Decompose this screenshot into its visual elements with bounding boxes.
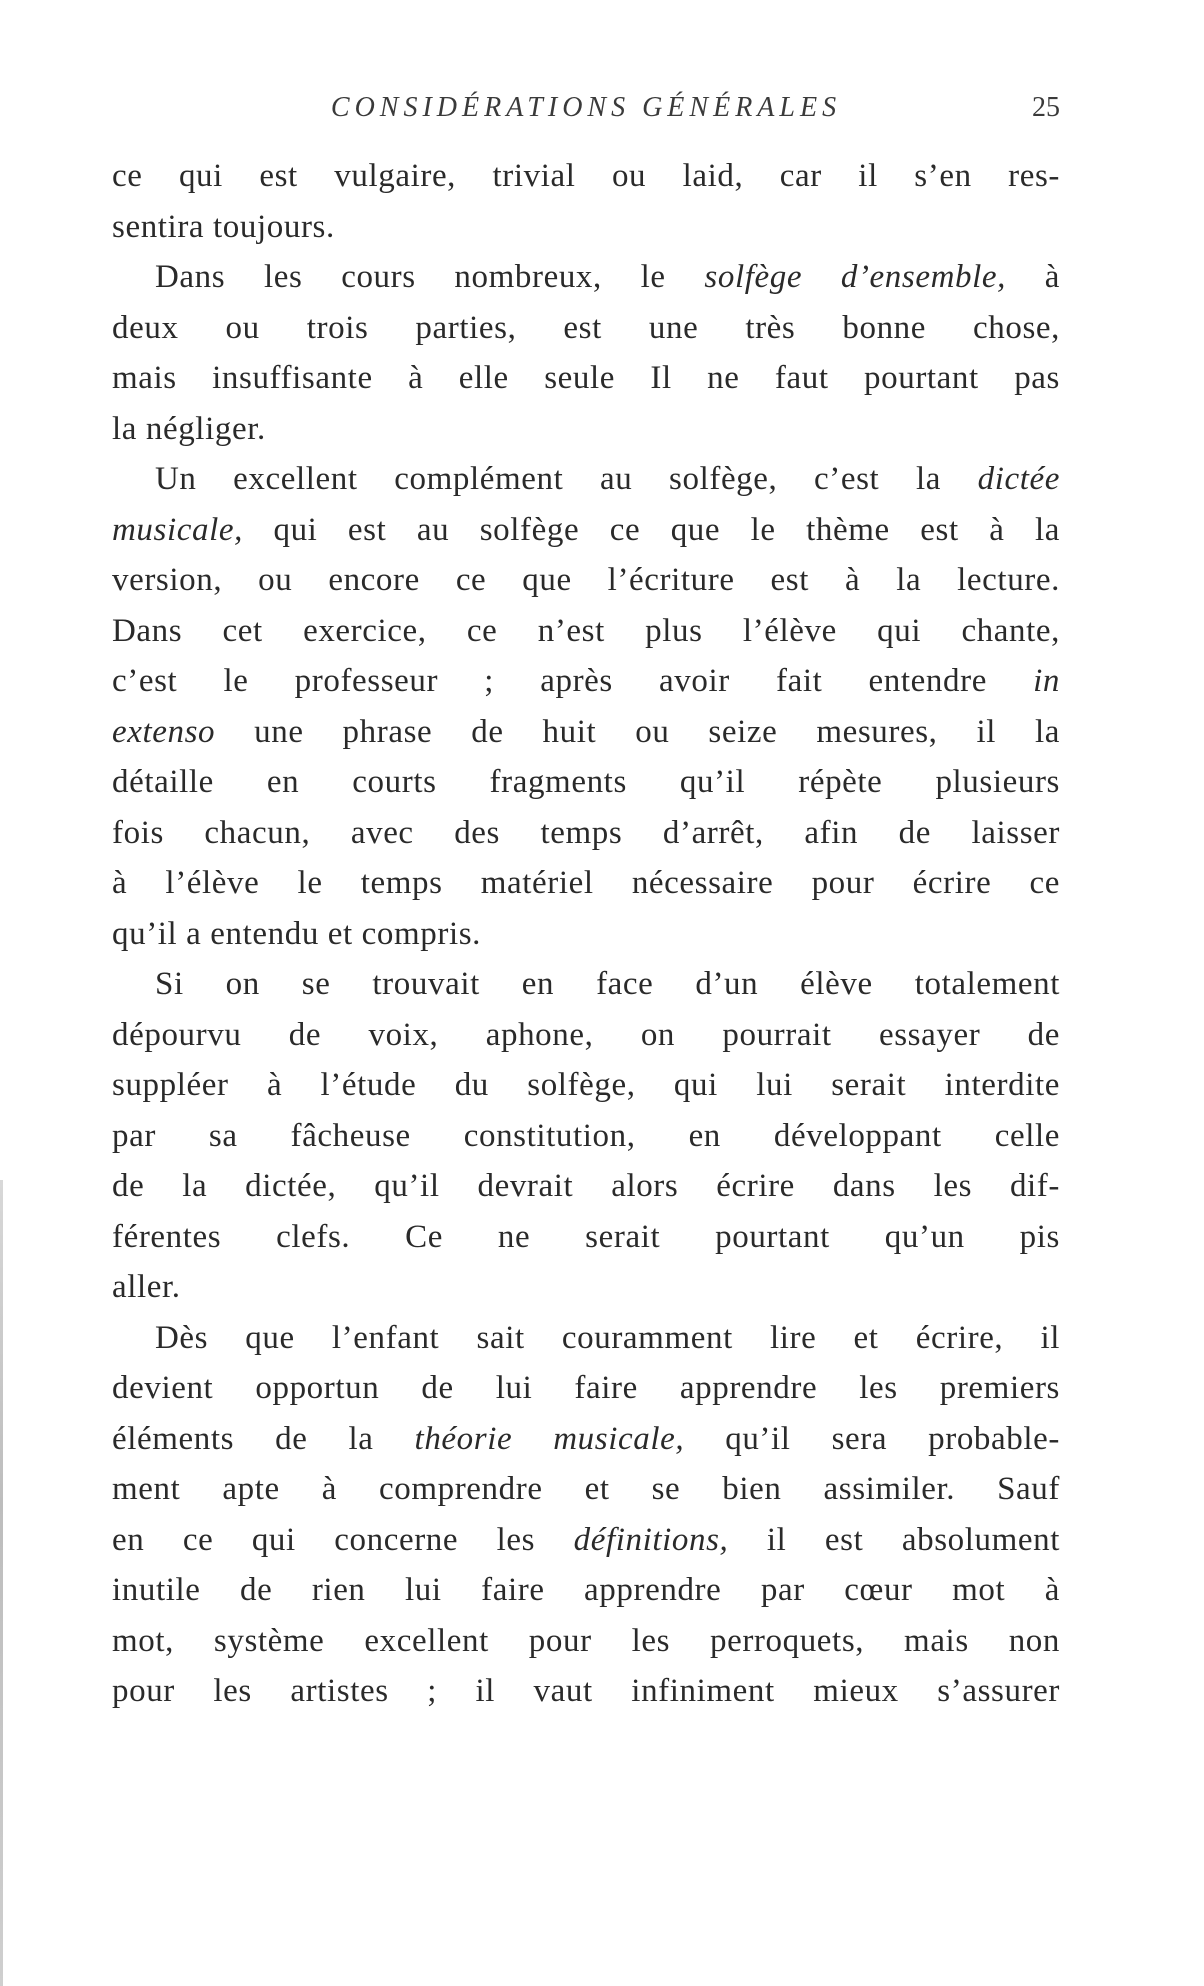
text-line (112, 404, 1060, 455)
text-line (112, 252, 1060, 303)
page-number: 25 (1032, 92, 1060, 123)
text-segment: mais insuffisante à elle seule Il ne faut pourtant pas (112, 360, 1060, 396)
text-segment: pour les artistes ; il vaut infiniment mieux s’assurer (112, 1673, 1060, 1709)
text-segment: détaille en courts fragments qu’il répète plusieurs (112, 764, 1060, 800)
text-segment: ment apte à comprendre et se bien assimiler. Sauf (112, 1471, 1060, 1507)
text-line (112, 1313, 1060, 1364)
text-line (112, 1111, 1060, 1162)
text-line (112, 1010, 1060, 1061)
italic-text: théorie musicale, (414, 1420, 685, 1457)
text-line (112, 656, 1060, 707)
text-segment: de la dictée, qu’il devrait alors écrire dans les dif- (112, 1168, 1060, 1204)
text-line (112, 858, 1060, 909)
text-segment: c’est le professeur ; après avoir fait entendre (112, 663, 1034, 699)
text-segment: inutile de rien lui faire apprendre par cœur mot à (112, 1572, 1060, 1608)
text-line (112, 1666, 1060, 1717)
text-segment: éléments de la (112, 1420, 415, 1457)
text-segment: version, ou encore ce que l’écriture est à la lecture. (112, 562, 1060, 598)
text-line (112, 1464, 1060, 1515)
text-line (112, 1363, 1060, 1414)
text-line (112, 1161, 1060, 1212)
text-segment: qui est au solfège ce que le thème est à la (242, 511, 1060, 548)
text-segment: Si on se trouvait en face d’un élève totalement (155, 966, 1060, 1002)
text-line (112, 151, 1060, 202)
italic-text: définitions, (573, 1521, 729, 1558)
text-segment: Dès que l’enfant sait couramment lire et écrire, il (155, 1319, 1060, 1356)
text-segment: sentira toujours. (112, 208, 335, 245)
body-text (112, 151, 1060, 1717)
text-line (112, 1212, 1060, 1263)
running-head (112, 92, 1060, 132)
text-segment: devient opportun de lui faire apprendre les premiers (112, 1370, 1060, 1406)
text-segment: qu’il sera probable- (684, 1420, 1060, 1457)
text-line (112, 1565, 1060, 1616)
text-line (112, 1515, 1060, 1566)
text-segment: Un excellent complément au solfège, c’est la (155, 461, 978, 497)
text-line (112, 1616, 1060, 1667)
binding-edge (0, 1180, 3, 1986)
text-segment: qu’il a entendu et compris. (112, 915, 482, 952)
text-line (112, 353, 1060, 404)
text-segment: mot, système excellent pour les perroquets, mais non (112, 1622, 1060, 1659)
text-line (112, 959, 1060, 1010)
text-line (112, 303, 1060, 354)
italic-text: solfège d’ensemble, (704, 259, 1006, 295)
italic-text: in (1033, 663, 1060, 699)
text-line (112, 1262, 1060, 1313)
text-segment: Dans les cours nombreux, le (155, 259, 705, 295)
text-segment: dépourvu de voix, aphone, on pourrait essayer de (112, 1016, 1060, 1053)
text-segment: aller. (112, 1269, 181, 1305)
text-line (112, 606, 1060, 657)
text-segment: il est absolument (728, 1521, 1060, 1558)
text-line (112, 1060, 1060, 1111)
text-segment: ce qui est vulgaire, trivial ou laid, car il s’en res- (112, 158, 1060, 194)
text-segment: férentes clefs. Ce ne serait pourtant qu’un pis (112, 1218, 1060, 1255)
italic-text: extenso (112, 713, 216, 750)
text-segment: par sa fâcheuse constitution, en développant celle (112, 1117, 1060, 1154)
text-line (112, 808, 1060, 859)
text-line (112, 555, 1060, 606)
italic-text: musicale, (112, 511, 243, 548)
text-line (112, 454, 1060, 505)
text-line (112, 1414, 1060, 1465)
text-segment: à l’élève le temps matériel nécessaire pour écrire ce (112, 865, 1060, 901)
text-segment: suppléer à l’étude du solfège, qui lui serait interdite (112, 1067, 1060, 1103)
text-line (112, 505, 1060, 556)
text-line (112, 707, 1060, 758)
text-segment: deux ou trois parties, est une très bonne chose, (112, 309, 1060, 346)
italic-text: dictée (977, 461, 1060, 497)
text-segment: la négliger. (112, 410, 266, 447)
text-segment: en ce qui concerne les (112, 1521, 574, 1558)
text-segment: à (1005, 259, 1060, 295)
text-segment: une phrase de huit ou seize mesures, il la (215, 713, 1060, 750)
text-segment: Dans cet exercice, ce n’est plus l’élève qui chante, (112, 612, 1060, 649)
text-line (112, 757, 1060, 808)
running-title: CONSIDÉRATIONS GÉNÉRALES (330, 92, 842, 123)
text-line (112, 909, 1060, 960)
text-segment: fois chacun, avec des temps d’arrêt, afin de laisser (112, 814, 1060, 851)
text-line (112, 202, 1060, 253)
